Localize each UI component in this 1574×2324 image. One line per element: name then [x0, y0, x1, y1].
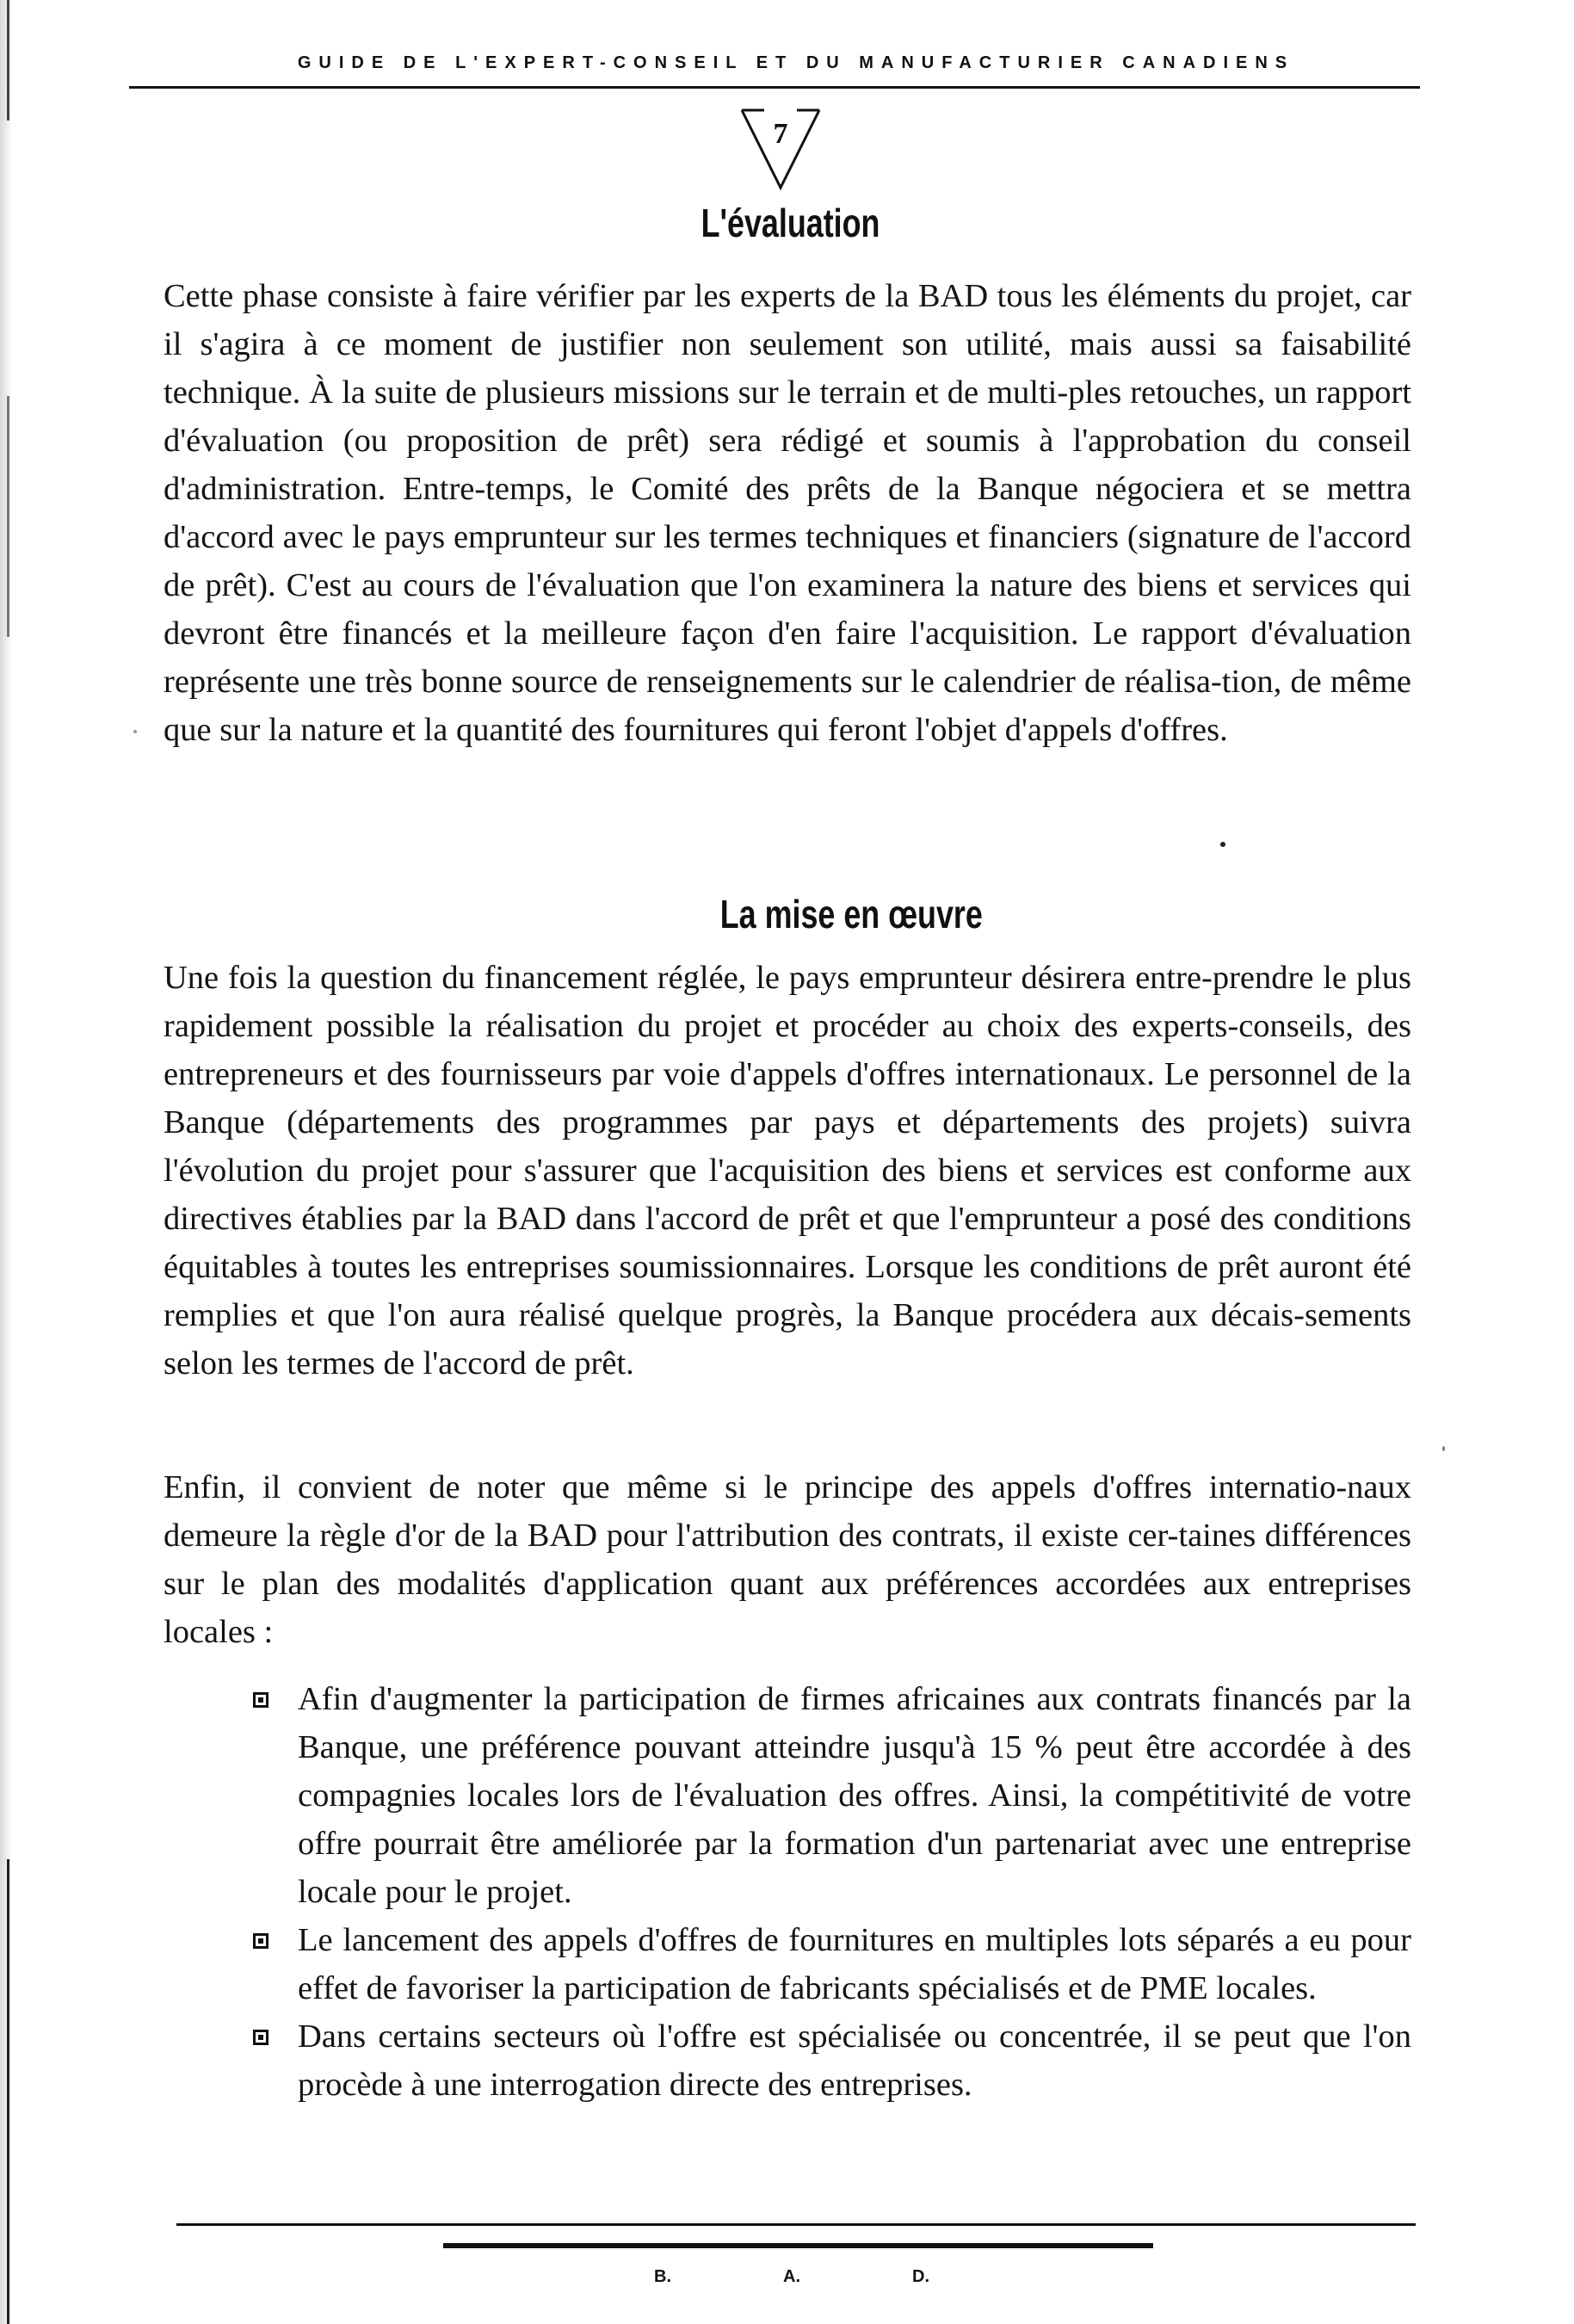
preference-list [250, 1675, 1411, 2109]
header-rule [129, 86, 1420, 89]
list-item [250, 2012, 1411, 2109]
footer-letter: A. [783, 2267, 800, 2286]
list-item-text: Le lancement des appels d'offres de fournitures en multiples lots séparés a eu pour effet de favoriser la participation de fabricants spécialisés et de PME locales. [298, 1922, 1411, 2006]
list-item-text: Dans certains secteurs où l'offre est spécialisée ou concentrée, il se peut que l'on procède à une interrogation directe des entreprises. [298, 2018, 1411, 2103]
scan-edge-line [7, 396, 9, 637]
list-item [250, 1916, 1411, 2012]
scan-speck [1442, 1446, 1445, 1451]
section-heading-evaluation: L'évaluation [701, 201, 880, 245]
scan-edge-line [7, 1859, 9, 2324]
square-bullet-icon [253, 2030, 269, 2045]
footer-rule-thin [176, 2223, 1416, 2226]
scan-edge-shadow [0, 0, 12, 2324]
footer-letters [654, 2267, 929, 2287]
footer-rule-thick [443, 2243, 1153, 2248]
footer-letter: D. [912, 2267, 929, 2286]
paragraph-preferences: Enfin, il convient de noter que même si le principe des appels d'offres internatio-naux demeure la règle d'or de la BAD pour l'attribution des contrats, il existe cer-taines différences sur le plan des modalités d'application quant aux préférences accordées aux entreprises locales : [164, 1469, 1411, 1650]
square-bullet-icon [253, 1933, 269, 1949]
list-item-text: Afin d'augmenter la participation de firmes africaines aux contrats financés par la Banque, une préférence pouvant atteindre jusqu'à 15 % peut être accordée à des compagnies locales lors de l'évaluation des offres. Ainsi, la compétitivité de votre offre pourrait être améliorée par la formation d'un partenariat avec une entreprise locale pour le projet. [298, 1681, 1411, 1910]
square-bullet-icon [253, 1692, 269, 1708]
scan-edge-line [7, 0, 9, 121]
scan-speck [133, 730, 137, 733]
section-heading-mise-en-oeuvre: La mise en œuvre [719, 892, 983, 936]
scan-speck [1220, 842, 1225, 847]
footer-letter: B. [654, 2267, 671, 2286]
chapter-number-badge [738, 107, 823, 193]
running-header: GUIDE DE L'EXPERT-CONSEIL ET DU MANUFACTURIER CANADIENS [297, 53, 1295, 72]
chapter-number: 7 [773, 118, 788, 150]
paragraph-evaluation: Cette phase consiste à faire vérifier par les experts de la BAD tous les éléments du projet, car il s'agira à ce moment de justifier non seulement son utilité, mais aussi sa faisabilité technique. À la suite de plusieurs missions sur le terrain et de multi-ples retouches, un rapport d'évaluation (ou proposition de prêt) sera rédigé et soumis à l'approbation du conseil d'administration. Entre-temps, le Comité des prêts de la Banque négociera et se mettra d'accord avec le pays emprunteur sur les termes techniques et financiers (signature de l'accord de prêt). C'est au cours de l'évaluation que l'on examinera la nature des biens et services qui devront être financés et la meilleure façon d'en faire l'acquisition. Le rapport d'évaluation représente une très bonne source de renseignements sur le calendrier de réalisa-tion, de même que sur la nature et la quantité des fournitures qui feront l'objet d'appels d'offres. [164, 278, 1411, 748]
paragraph-mise-en-oeuvre: Une fois la question du financement réglée, le pays emprunteur désirera entre-prendre le plus rapidement possible la réalisation du projet et procéder au choix des experts-conseils, des entrepreneurs et des fournisseurs par voie d'appels d'offres internationaux. Le personnel de la Banque (départements des programmes par pays et départements des projets) suivra l'évolution du projet pour s'assurer que l'acquisition des biens et services est conforme aux directives établies par la BAD dans l'accord de prêt et que l'emprunteur a posé des conditions équitables à toutes les entreprises soumissionnaires. Lorsque les conditions de prêt auront été remplies et que l'on aura réalisé quelque progrès, la Banque procédera aux décais-sements selon les termes de l'accord de prêt. [164, 960, 1411, 1381]
list-item [250, 1675, 1411, 1916]
